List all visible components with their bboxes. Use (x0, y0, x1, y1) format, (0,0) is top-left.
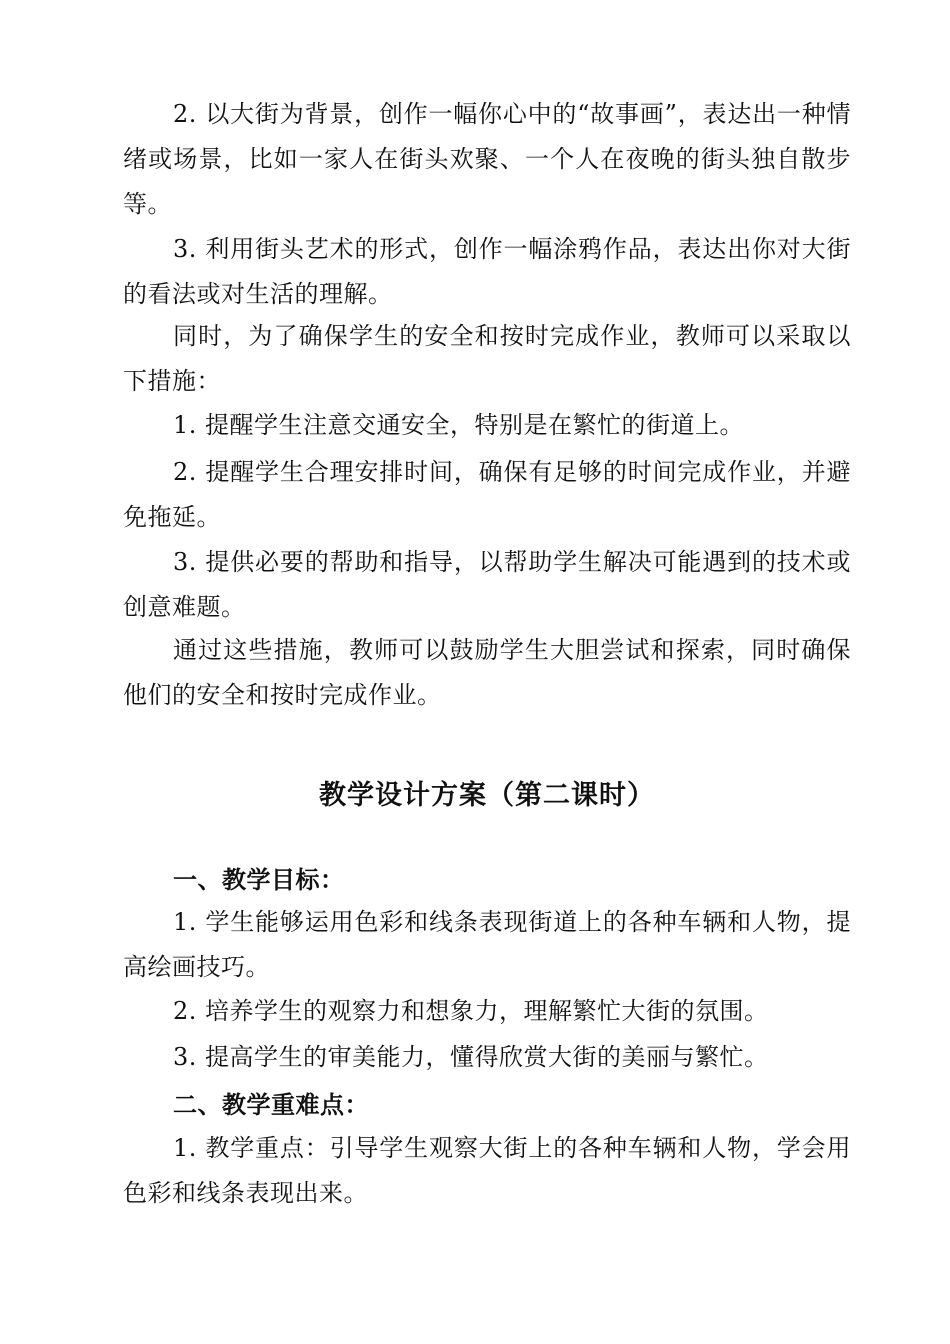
key-point-item: 1. 教学重点：引导学生观察大街上的各种车辆和人物，学会用色彩和线条表现出来。 (123, 1134, 851, 1207)
objective-item: 2. 培养学生的观察力和想象力，理解繁忙大街的氛围。 (173, 997, 769, 1025)
objective-item: 1. 学生能够运用色彩和线条表现街道上的各种车辆和人物，提高绘画技巧。 (123, 908, 851, 981)
objective-item: 3. 提高学生的审美能力，懂得欣赏大街的美丽与繁忙。 (173, 1043, 769, 1071)
paragraph-measures-intro: 同时，为了确保学生的安全和按时完成作业，教师可以采取以下措施： (123, 322, 851, 395)
paragraph-story-painting: 2. 以大街为背景，创作一幅你心中的“故事画”，表达出一种情绪或场景，比如一家人在街头欢聚、一个人在夜晚的街头独自散步等。 (123, 100, 851, 218)
paragraph-graffiti: 3. 利用街头艺术的形式，创作一幅涂鸦作品，表达出你对大街的看法或对生活的理解。 (123, 235, 851, 308)
paragraph-measure-guidance: 3. 提供必要的帮助和指导，以帮助学生解决可能遇到的技术或创意难题。 (123, 548, 851, 621)
section-title: 教学设计方案（第二课时） (319, 780, 655, 811)
paragraph-measure-time: 2. 提醒学生合理安排时间，确保有足够的时间完成作业，并避免拖延。 (123, 458, 851, 531)
objectives-heading: 一、教学目标： (173, 865, 345, 894)
key-points-heading: 二、教学重难点： (173, 1090, 369, 1119)
paragraph-conclusion: 通过这些措施，教师可以鼓励学生大胆尝试和探索，同时确保他们的安全和按时完成作业。 (123, 636, 851, 709)
paragraph-measure-traffic: 1. 提醒学生注意交通安全，特别是在繁忙的街道上。 (173, 411, 745, 439)
